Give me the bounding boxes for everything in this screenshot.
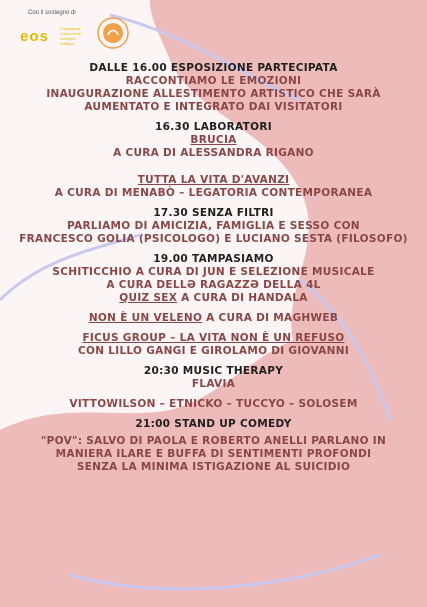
section-heading: 19.00 TAMPASIAMO [153,253,274,265]
event-title: TUTTA LA VITA D'AVANZI [137,174,290,186]
section-heading: 16.30 LABORATORI [155,121,272,133]
program-line-text: A CURA DI HANDALA [177,292,308,304]
eos-subtext: Fondazione Cultura Arte Sviluppo Welfare [60,26,82,46]
section-heading: 17.30 SENZA FILTRI [153,207,274,219]
sponsor-bar [8,4,208,48]
eos-logo: eos [20,28,49,45]
program-line-text: A CURA DI MAGHWEB [202,312,339,324]
program-line: A CURA DI MENABÒ – LEGATORIA CONTEMPORANEA [54,187,373,199]
program-line: INAUGURAZIONE ALLESTIMENTO ARTISTICO CHE SARÀ [46,88,381,100]
program-line: RACCONTIAMO LE EMOZIONI [125,75,302,87]
program-line: AUMENTATO E INTEGRATO DAI VISITATORI [84,101,343,113]
program-line: SENZA LA MINIMA ISTIGAZIONE AL SUICIDIO [76,461,351,473]
program-line: MANIERA ILARE E BUFFA DI SENTIMENTI PROFONDI [55,448,372,460]
program-line: A CURA DI ALESSANDRA RIGANO [113,147,314,159]
event-title: QUIZ SEX [119,292,178,304]
event-title: FICUS GROUP – LA VITA NON È UN REFUSO [82,332,345,344]
program-line: VITTOWILSON – ETNICKO – TUCCYO – SOLOSEM [69,398,358,410]
program-line: CON LILLO GANGI E GIROLAMO DI GIOVANNI [77,345,350,357]
sponsor-caption: Con il sostegno di [28,10,76,16]
program-line: PARLIAMO DI AMICIZIA, FAMIGLIA E SESSO CON [67,220,360,232]
program-line: A CURA DELLƏ RAGAZZƏ DELLA 4L [106,279,321,291]
program-line: FLAVIA [191,378,236,390]
program-line [0,292,427,305]
section-heading: 20:30 MUSIC THERAPY [143,365,284,377]
seal-logo-icon [96,16,130,50]
event-title: BRUCIA [190,134,237,146]
program-line: SCHITICCHIO A CURA DI JUN E SELEZIONE MUSICALE [52,266,375,278]
program-line: "POV": SALVO DI PAOLA E ROBERTO ANELLI PARLANO IN [40,435,387,447]
event-title: NON È UN VELENO [88,312,203,324]
program [0,62,427,474]
program-line [0,312,427,325]
section-heading: DALLE 16.00 ESPOSIZIONE PARTECIPATA [89,62,338,74]
program-line: FRANCESCO GOLIA (PSICOLOGO) E LUCIANO SESTA (FILOSOFO) [19,233,408,245]
section-heading: 21:00 STAND UP COMEDY [135,418,292,430]
